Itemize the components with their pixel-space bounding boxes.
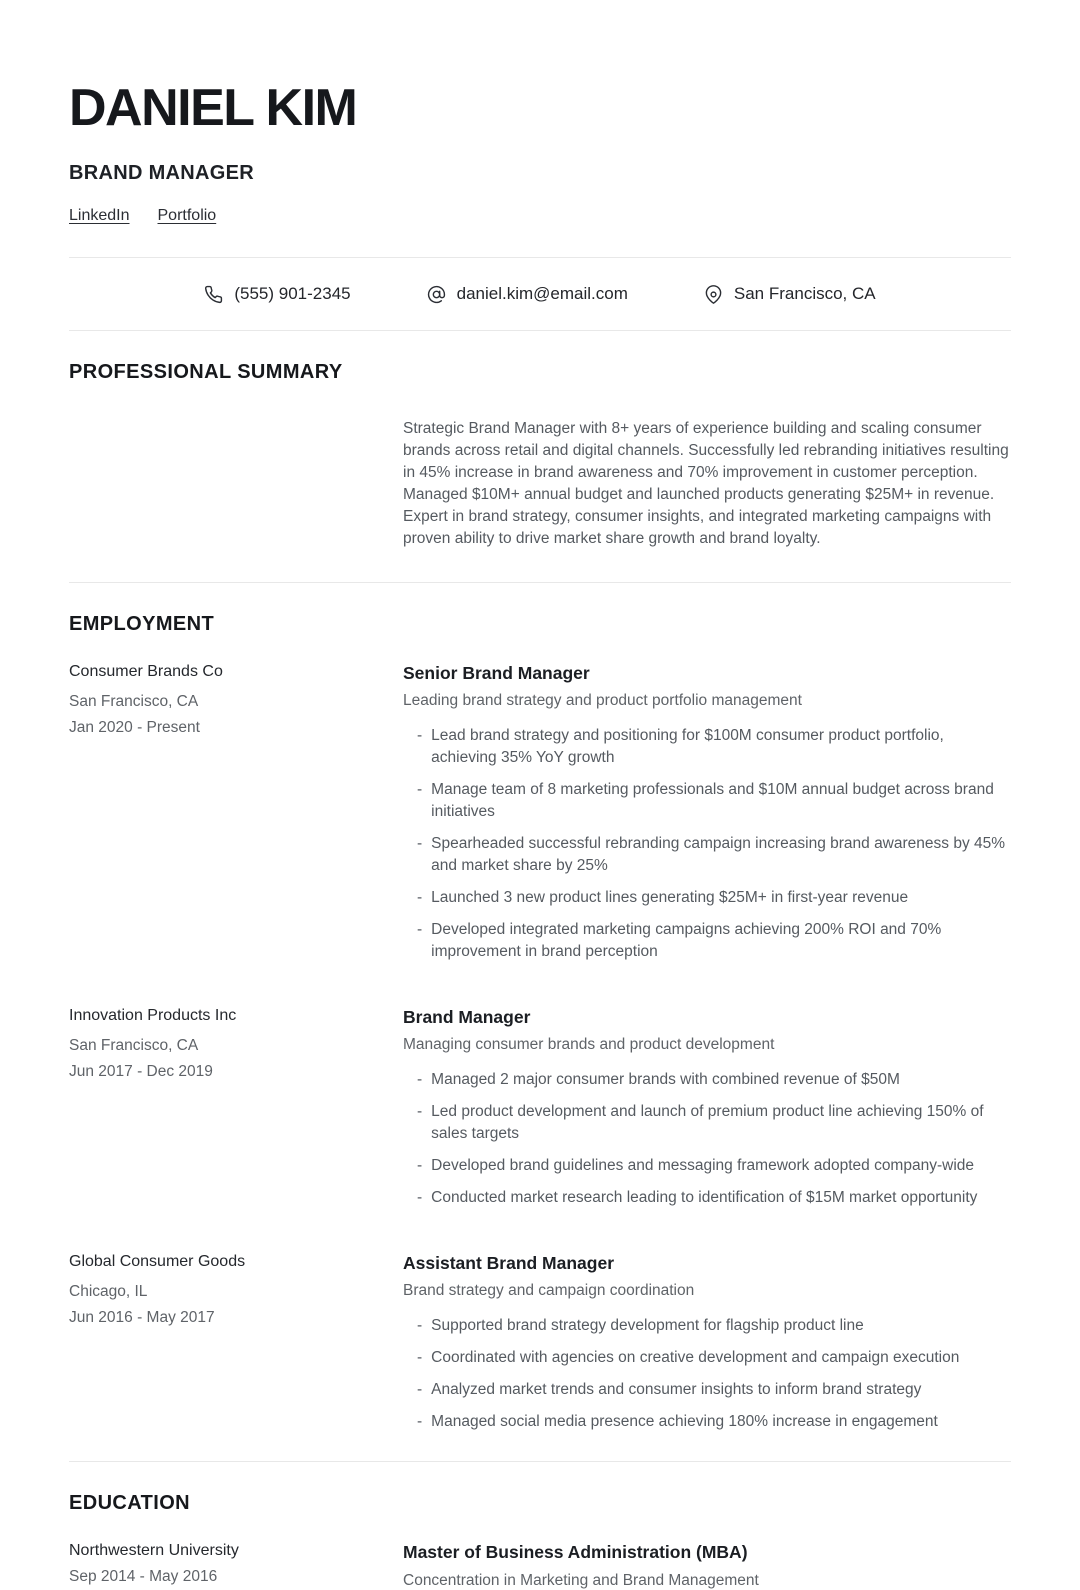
job-bullet xyxy=(417,1411,1011,1433)
job-right xyxy=(403,1253,1011,1443)
job-bullets xyxy=(403,725,1011,963)
section-education xyxy=(69,1462,1011,1590)
job-bullets xyxy=(403,1069,1011,1209)
education-left xyxy=(69,1542,403,1590)
job-bullet xyxy=(417,1379,1011,1401)
job-bullet-text: Conducted market research leading to identification of $15M market opportunity xyxy=(431,1189,978,1206)
job-bullet-text: Supported brand strategy development for flagship product line xyxy=(431,1317,864,1334)
section-employment xyxy=(69,583,1011,1461)
job-dates: Jan 2020 - Present xyxy=(69,718,200,736)
job-bullet xyxy=(417,725,1011,769)
bullet-dash: - xyxy=(417,921,423,938)
bullet-dash: - xyxy=(417,1381,423,1398)
job-entry xyxy=(69,663,1011,973)
job-bullet xyxy=(417,1101,1011,1145)
bullet-dash: - xyxy=(417,1103,423,1120)
job-entry xyxy=(69,1253,1011,1443)
section-title-education: EDUCATION xyxy=(69,1492,191,1514)
summary-text: Strategic Brand Manager with 8+ years of experience building and scaling consumer brands across retail and digital channels. Successfully led rebranding initiatives resulting in 45% increase in brand awareness and 70% improvement in customer perception. Managed $10M+ annual budget and launched products generating $25M+ in revenue. Expert in brand strategy, consumer insights, and integrated marketing campaigns with proven ability to drive market share growth and brand loyalty. xyxy=(403,420,1009,547)
job-bullet xyxy=(417,887,1011,909)
education-right xyxy=(403,1542,1011,1590)
job-bullet xyxy=(417,1155,1011,1177)
portfolio-link[interactable]: Portfolio xyxy=(157,207,217,224)
job-bullet xyxy=(417,1187,1011,1209)
contact-phone-text: (555) 901-2345 xyxy=(234,284,351,303)
job-company: Consumer Brands Co xyxy=(69,663,223,680)
job-location-dates xyxy=(69,689,403,740)
summary-left-spacer xyxy=(69,418,403,550)
job-location-dates xyxy=(69,1279,403,1330)
education-description: Concentration in Marketing and Brand Management xyxy=(403,1572,759,1589)
job-right xyxy=(403,663,1011,973)
bullet-dash: - xyxy=(417,1349,423,1366)
job-bullet xyxy=(417,1069,1011,1091)
section-professional-summary xyxy=(69,331,1011,582)
job-dates: Jun 2016 - May 2017 xyxy=(69,1308,215,1326)
job-bullet-text: Developed integrated marketing campaigns achieving 200% ROI and 70% improvement in brand perception xyxy=(431,921,942,960)
job-bullet-text: Lead brand strategy and positioning for $100M consumer product portfolio, achieving 35% YoY growth xyxy=(431,727,944,766)
job-bullet-text: Managed social media presence achieving 180% increase in engagement xyxy=(431,1413,938,1430)
candidate-name: DANIEL KIM xyxy=(69,79,357,137)
job-bullet xyxy=(417,919,1011,963)
job-bullet-text: Manage team of 8 marketing professionals and $10M annual budget across brand initiatives xyxy=(431,781,994,820)
job-bullet xyxy=(417,833,1011,877)
contact-location xyxy=(704,284,876,304)
map-pin-icon xyxy=(704,285,723,304)
job-location: Chicago, IL xyxy=(69,1283,148,1300)
job-location-dates xyxy=(69,1033,403,1084)
job-company: Innovation Products Inc xyxy=(69,1007,237,1024)
job-description: Managing consumer brands and product development xyxy=(403,1036,775,1053)
job-left xyxy=(69,663,403,973)
bullet-dash: - xyxy=(417,1189,423,1206)
job-bullets xyxy=(403,1315,1011,1433)
job-bullet-text: Led product development and launch of premium product line achieving 150% of sales targets xyxy=(431,1103,984,1142)
education-dates: Sep 2014 - May 2016 xyxy=(69,1568,218,1585)
job-dates: Jun 2017 - Dec 2019 xyxy=(69,1062,213,1080)
candidate-title: BRAND MANAGER xyxy=(69,162,255,184)
job-bullet-text: Managed 2 major consumer brands with combined revenue of $50M xyxy=(431,1071,900,1088)
job-bullet-text: Developed brand guidelines and messaging framework adopted company-wide xyxy=(431,1157,974,1174)
summary-body xyxy=(69,418,1011,582)
contact-location-text: San Francisco, CA xyxy=(733,284,876,303)
job-role: Brand Manager xyxy=(403,1007,531,1027)
bullet-dash: - xyxy=(417,1157,423,1174)
bullet-dash: - xyxy=(417,727,423,744)
job-entry xyxy=(69,1007,1011,1219)
job-left xyxy=(69,1253,403,1443)
bullet-dash: - xyxy=(417,781,423,798)
bullet-dash: - xyxy=(417,889,423,906)
job-location: San Francisco, CA xyxy=(69,693,199,710)
bullet-dash: - xyxy=(417,835,423,852)
job-location: San Francisco, CA xyxy=(69,1037,199,1054)
job-bullet-text: Analyzed market trends and consumer insights to inform brand strategy xyxy=(431,1381,922,1398)
job-left xyxy=(69,1007,403,1219)
job-right xyxy=(403,1007,1011,1219)
education-entry xyxy=(69,1542,1011,1590)
job-role: Assistant Brand Manager xyxy=(403,1253,615,1273)
job-bullet xyxy=(417,779,1011,823)
education-school: Northwestern University xyxy=(69,1542,239,1559)
contact-email xyxy=(427,284,628,304)
contact-row xyxy=(69,258,1011,330)
job-bullet xyxy=(417,1315,1011,1337)
contact-phone xyxy=(204,284,350,304)
section-title-summary: PROFESSIONAL SUMMARY xyxy=(69,361,343,383)
job-description: Brand strategy and campaign coordination xyxy=(403,1282,695,1299)
job-role: Senior Brand Manager xyxy=(403,663,590,683)
phone-icon xyxy=(204,285,223,304)
at-sign-icon xyxy=(427,285,446,304)
bullet-dash: - xyxy=(417,1071,423,1088)
job-bullet-text: Spearheaded successful rebranding campaign increasing brand awareness by 45% and market share by 25% xyxy=(431,835,1006,874)
employment-jobs xyxy=(69,663,1011,1443)
job-company: Global Consumer Goods xyxy=(69,1253,246,1270)
contact-email-text: daniel.kim@email.com xyxy=(456,284,628,303)
linkedin-link[interactable]: LinkedIn xyxy=(69,207,130,224)
bullet-dash: - xyxy=(417,1317,423,1334)
bullet-dash: - xyxy=(417,1413,423,1430)
job-bullet-text: Coordinated with agencies on creative development and campaign execution xyxy=(431,1349,960,1366)
section-title-employment: EMPLOYMENT xyxy=(69,613,215,635)
job-bullet-text: Launched 3 new product lines generating $25M+ in first-year revenue xyxy=(431,889,909,906)
job-bullet xyxy=(417,1347,1011,1369)
header-links xyxy=(69,207,1011,225)
resume-header xyxy=(69,79,1011,225)
job-description: Leading brand strategy and product portfolio management xyxy=(403,692,802,709)
education-degree: Master of Business Administration (MBA) xyxy=(403,1542,748,1562)
